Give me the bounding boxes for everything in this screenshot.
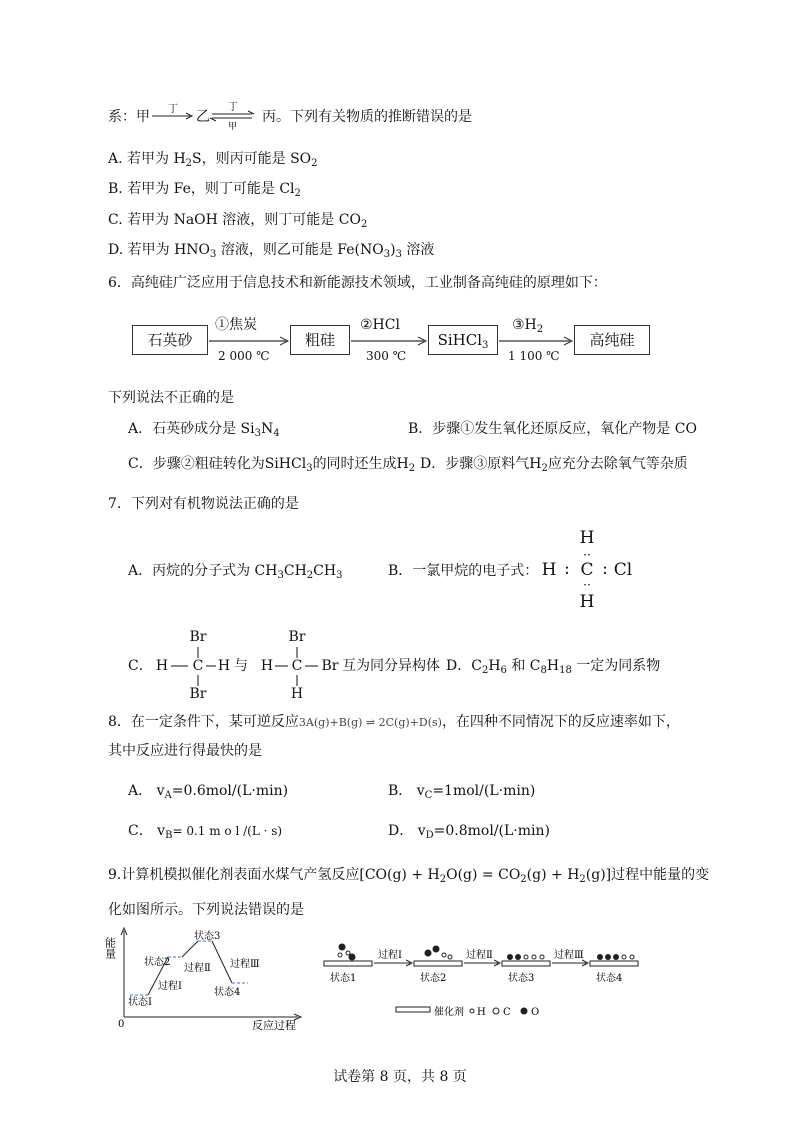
flow-step3-reagent: $③H_2$: [512, 317, 544, 335]
intro-mid: 乙: [196, 109, 210, 125]
q6-stem: 6．高纯硅广泛应用于信息技术和新能源技术领域，工业制备高纯硅的原理如下：: [108, 275, 607, 291]
q8-option-d: D． $v_D=0.8mol/(L\cdot\min)$: [388, 823, 550, 841]
q5-option-d: D. 若甲为 $HNO_3$ 溶液，则乙可能是 $Fe(NO_3)_3$ 溶液: [108, 242, 435, 260]
legend-o: O: [531, 1007, 540, 1018]
graph-state3: 状态3: [194, 931, 221, 942]
y-axis-label: 能量: [103, 937, 117, 959]
graph-state4: 状态4: [214, 987, 241, 998]
graph-state2: 状态2: [144, 957, 171, 968]
scheme-proc1: 过程Ⅰ: [378, 950, 402, 961]
q8-option-b: B． $v_C=1mol/(L\cdot\min)$: [388, 783, 536, 801]
q8-reaction: 3A(g)+B(g) ⇌ 2C(g)+D(s): [298, 716, 442, 729]
q6-option-d: D．步骤③原料气$H_2$应充分去除氧气等杂质: [420, 456, 688, 474]
scheme-proc2: 过程Ⅱ: [466, 950, 493, 961]
origin-label: 0: [118, 1019, 125, 1030]
q6-option-a: A．石英砂成分是 $Si_3N_4$: [128, 421, 280, 439]
q7-stem: 7．下列对有机物说法正确的是: [108, 496, 299, 512]
flow-box-pure-si: 高纯硅: [574, 325, 650, 355]
energy-diagram: [103, 925, 308, 1035]
edot-c: C: [580, 560, 594, 580]
struct1-top: Br: [189, 629, 207, 645]
q8-stem-line2: 其中反应进行得最快的是: [108, 743, 262, 759]
q8-stem-line1: 8．在一定条件下，某可逆反应3A(g)+B(g) ⇌ 2C(g)+D(s)，在四种不同情况下的反应速率如下，: [108, 714, 680, 730]
legend-c: C: [503, 1007, 511, 1018]
page-footer: 试卷第 8 页，共 8 页: [333, 1069, 467, 1085]
edot-colon-bottom: ··: [583, 578, 591, 592]
intro-arrows: [150, 98, 270, 132]
q5-option-b: B. 若甲为 Fe，则丁可能是 $Cl_2$: [108, 181, 301, 199]
struct1-right: H: [217, 658, 231, 674]
q6-option-c: C．步骤②粗硅转化为SiHCl$_3$的同时还生成$H_2$: [128, 456, 416, 474]
intro-suffix: 丙。下列有关物质的推断错误的是: [262, 109, 472, 125]
flow-step2-temp: 300 ℃: [366, 349, 407, 363]
flow-box-crude-si: 粗硅: [290, 325, 350, 355]
struct2-bottom: H: [290, 686, 304, 702]
arrow-2-top: 丁: [228, 102, 238, 113]
graph-state1: 状态Ⅰ: [128, 997, 152, 1008]
reaction-scheme: [320, 935, 650, 1025]
q7-option-a: A．丙烷的分子式为 $CH_3CH_2CH_3$: [128, 563, 343, 581]
intro-prefix: 系：甲: [108, 109, 150, 125]
x-axis-label: 反应过程: [252, 1019, 296, 1032]
struct2-top: Br: [288, 629, 306, 645]
arrow-2-bottom: 甲: [228, 122, 238, 132]
edot-colon-top: ··: [583, 548, 591, 562]
q7-option-c-tail: 互为同分异构体: [342, 658, 440, 674]
q7-option-c-mid: 与: [234, 658, 248, 674]
scheme-state2: 状态2: [420, 973, 447, 984]
scheme-state3: 状态3: [508, 973, 535, 984]
struct1-c: C: [192, 658, 204, 674]
q6-question: 下列说法不正确的是: [108, 390, 234, 406]
edot-h-top: H: [579, 528, 595, 548]
legend-catalyst: 催化剂: [434, 1007, 464, 1018]
q7-option-d: D．$C_2H_6$ 和 $C_8H_{18}$ 一定为同系物: [446, 658, 661, 676]
q7-option-c-label: C．: [128, 658, 153, 674]
edot-h-bottom: H: [579, 592, 595, 612]
q7-option-b: B．一氯甲烷的电子式：: [388, 563, 539, 579]
edot-h-left: H: [541, 560, 557, 580]
arrow-1-label: 丁: [168, 104, 178, 115]
flow-step2-reagent: ②HCl: [360, 317, 400, 333]
scheme-state1: 状态1: [330, 973, 357, 984]
q5-option-c: C. 若甲为 NaOH 溶液，则丁可能是 $CO_2$: [108, 212, 368, 230]
flow-step1-reagent: ①焦炭: [215, 317, 257, 333]
edot-colon-right: :: [602, 559, 608, 579]
q9-stem-line2: 化如图所示。下列说法错误的是: [108, 902, 304, 918]
flow-step3-temp: 1 100 ℃: [508, 349, 560, 363]
legend-h: H: [477, 1007, 486, 1018]
q9-stem-line1: 9.计算机模拟催化剂表面水煤气产氢反应$[CO(g) + H_2O(g) = CO_2(g) + H_2(g)]$过程中能量的变: [108, 867, 710, 885]
struct-bonds: [0, 620, 400, 710]
flow-box-sihcl3: SiHCl$_3$: [428, 325, 498, 355]
graph-proc3: 过程Ⅲ: [230, 959, 260, 970]
q8-option-a: A． $v_A=0.6mol/(L\cdot\min)$: [128, 783, 289, 801]
scheme-proc3: 过程Ⅲ: [554, 950, 584, 961]
struct2-right: Br: [321, 658, 339, 674]
graph-proc2: 过程Ⅱ: [184, 963, 211, 974]
struct1-left: H: [155, 658, 169, 674]
edot-cl: Cl: [613, 560, 633, 580]
struct2-c: C: [291, 658, 303, 674]
graph-proc1: 过程Ⅰ: [158, 981, 182, 992]
scheme-state4: 状态4: [596, 973, 623, 984]
q6-option-b: B．步骤①发生氧化还原反应，氧化产物是 CO: [408, 421, 697, 437]
flow-box-quartz: 石英砂: [132, 325, 208, 355]
flow-step1-temp: 2 000 ℃: [218, 349, 270, 363]
struct2-left: H: [260, 658, 274, 674]
struct1-bottom: Br: [189, 686, 207, 702]
edot-colon-left: :: [564, 559, 570, 579]
q8-option-c: C． $v_B= 0.1$ m o l /(L · s): [128, 823, 283, 841]
q5-option-a: A. 若甲为 $H_2S$，则丙可能是 $SO_2$: [108, 151, 318, 169]
